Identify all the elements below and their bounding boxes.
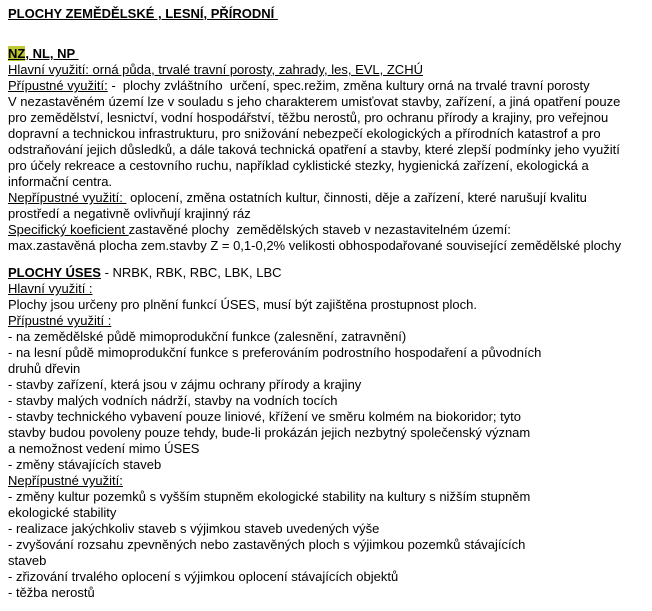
text-line: - realizace jakýchkoliv staveb s výjimkou staveb uvedených výše <box>8 521 380 536</box>
uses-heading-rest: - NRBK, RBK, RBC, LBK, LBC <box>100 265 282 280</box>
text-line: informační centra. <box>8 174 113 189</box>
document-title-text: PLOCHY ZEMĚDĚLSKÉ , LESNÍ, PŘÍRODNÍ <box>8 6 278 21</box>
uses-impermissible-label-line <box>8 473 644 489</box>
nz-main-use-line <box>8 62 644 78</box>
text-line: pro účely rekreace a cestovního ruchu, například cyklistické stezky, hygienická zařízení, ekologická a <box>8 158 589 173</box>
blank-space <box>8 22 644 46</box>
text-line: - stavby zařízení, která jsou v zájmu ochrany přírody a krajiny <box>8 377 362 392</box>
text-line: - na lesní půdě mimoprodukční funkce s preferováním podrostního hospodaření a původních <box>8 345 542 360</box>
uses-main-use-label-line <box>8 281 644 297</box>
uses-impermissible-label: Nepřípustné využití: <box>8 473 123 488</box>
nz-permitted-text: - plochy zvláštního určení, spec.režim, změna kultury orná na trvalé travní porosty <box>107 78 590 93</box>
text-line: - těžba nerostů <box>8 585 95 600</box>
text-line: druhů dřevin <box>8 361 81 376</box>
uses-main-use-label: Hlavní využití : <box>8 281 93 296</box>
text-line: - na zemědělské půdě mimoprodukční funkce (zalesnění, zatravnění) <box>8 329 407 344</box>
text-line: pro zemědělství, lesnictví, vodní hospodářství, těžbu nerostů, pro ochranu přírody a krajiny, pro veřejnou <box>8 110 609 125</box>
text-line: - stavby technického vybavení pouze liniové, křížení ve směru kolmém na biokoridor; tyto <box>8 409 522 424</box>
nz-coefficient-line <box>8 222 644 238</box>
text-line: - změny stávajících staveb <box>8 457 162 472</box>
nz-impermissible-label: Nepřípustné využití: <box>8 190 127 205</box>
section-uses-heading <box>8 265 644 281</box>
text-line: Plochy jsou určeny pro plnění funkcí ÚSES, musí být zajištěna prostupnost ploch. <box>8 297 477 312</box>
document-title <box>8 6 644 22</box>
uses-permitted-label: Přípustné využití : <box>8 313 112 328</box>
nz-permitted-label: Přípustné využití: <box>8 78 108 93</box>
text-line: a nemožnost vedení mimo ÚSES <box>8 441 200 456</box>
nz-heading-rest: , NL, NP <box>25 46 79 61</box>
blank-space <box>8 254 644 265</box>
nz-coefficient-label: Specifický koeficient <box>8 222 129 237</box>
uses-permitted-label-line <box>8 313 644 329</box>
text-line: dopravní a technickou infrastrukturu, pro snižování nebezpečí ekologických a přírodních katastrof a pro <box>8 126 601 141</box>
text-line: - zřizování trvalého oplocení s výjimkou oplocení stávajících objektů <box>8 569 399 584</box>
section-nz-heading <box>8 46 644 62</box>
nz-main-use-text: Hlavní využití: orná půda, trvalé travní porosty, zahrady, les, EVL, ZCHÚ <box>8 62 423 77</box>
text-line: staveb <box>8 553 47 568</box>
text-line: - změny kultur pozemků s vyšším stupněm ekologické stability na kultury s nižším stupněm <box>8 489 531 504</box>
text-line: max.zastavěná plocha zem.stavby Z = 0,1-0,2% velikosti obhospodařované související zemědělské plochy <box>8 238 622 253</box>
text-line: stavby budou povoleny pouze tehdy, bude-li prokázán jejich nezbytný společenský význam <box>8 425 531 440</box>
nz-coefficient-text: zastavěné plochy zemědělských staveb v nezastavitelném území: <box>128 222 511 237</box>
text-line: - zvyšování rozsahu zpevněných nebo zastavěných ploch s výjimkou pozemků stávajících <box>8 537 526 552</box>
nz-impermissible-text: oplocení, změna ostatních kultur, činnosti, děje a zařízení, které narušují kvalitu <box>126 190 587 205</box>
nz-impermissible-line <box>8 190 644 206</box>
text-line: prostředí a negativně ovlivňují krajinný ráz <box>8 206 251 221</box>
uses-heading-bold: PLOCHY ÚSES <box>8 265 101 280</box>
nz-highlighted-code: NZ <box>8 46 26 61</box>
text-line: ekologické stability <box>8 505 117 520</box>
nz-permitted-line <box>8 78 644 94</box>
text-line: - stavby malých vodních nádrží, stavby na vodních tocích <box>8 393 338 408</box>
text-line: odstraňování jejich důsledků, a dále taková technická opatření a stavby, které zlepší podmínky jeho využití <box>8 142 620 157</box>
text-line: V nezastavěném území lze v souladu s jeho charakterem umisťovat stavby, zařízení, a jiná opatření pouze <box>8 94 621 109</box>
